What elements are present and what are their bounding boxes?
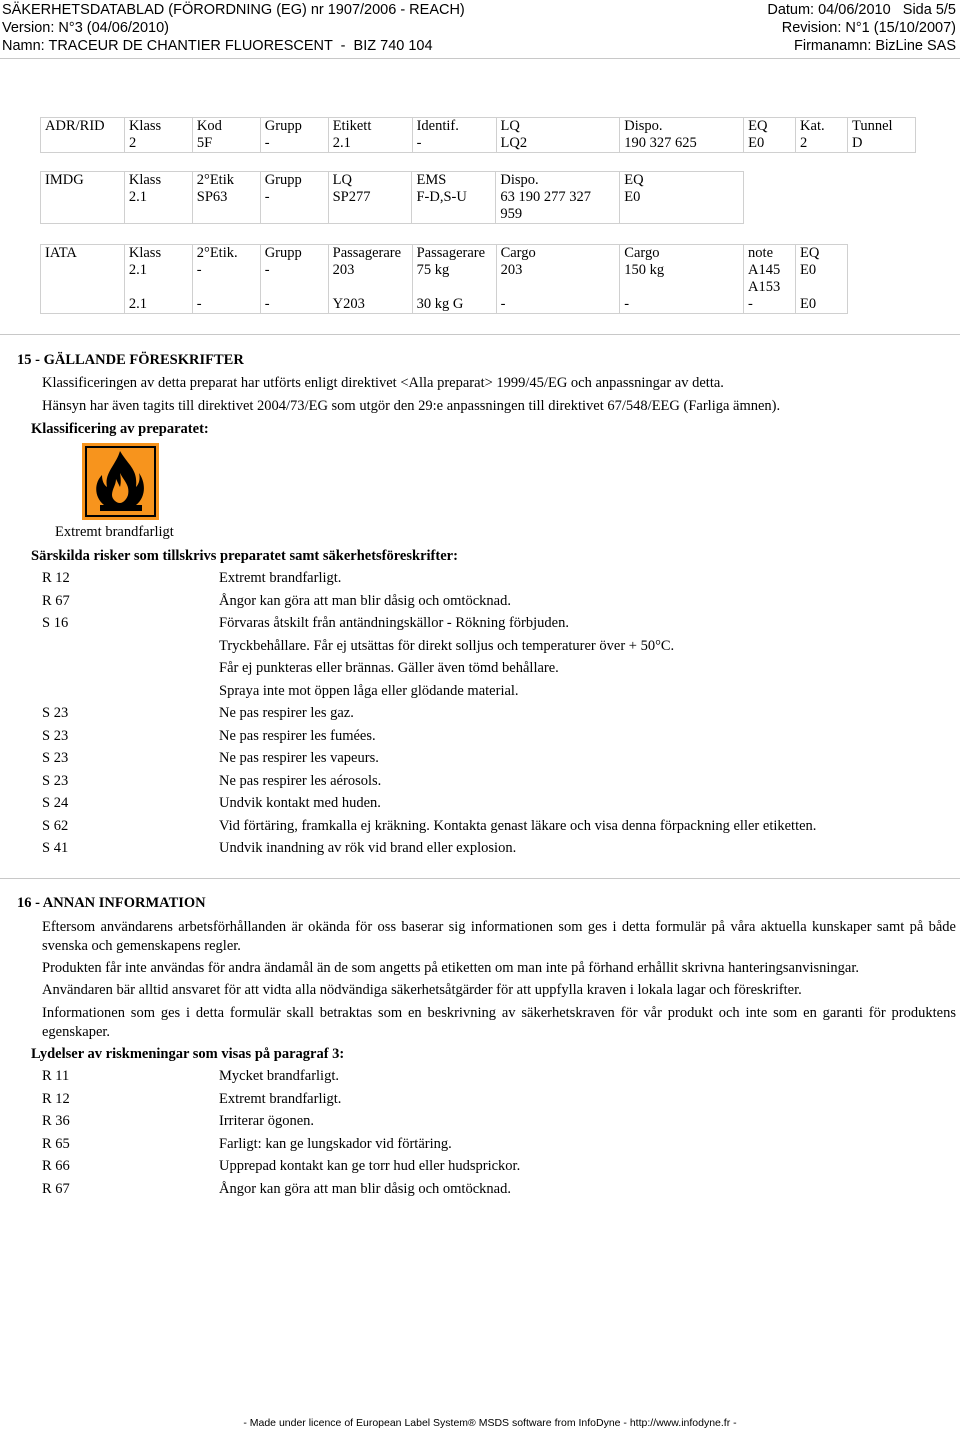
table-cell: Klass	[124, 172, 192, 190]
table-cell: EMS	[412, 172, 496, 190]
phrase-text: Spraya inte mot öppen låga eller glödande material.	[219, 682, 519, 699]
table-cell	[192, 279, 260, 296]
table-cell: -	[260, 189, 328, 206]
table-cell: LQ2	[496, 135, 620, 153]
flame-hazard-pictogram	[82, 443, 159, 520]
table-cell: -	[496, 296, 620, 314]
phrase-text: Ångor kan göra att man blir dåsig och omtöcknad.	[219, 592, 511, 609]
phrase-text: Irriterar ögonen.	[219, 1113, 315, 1129]
phrase-code: S 41	[42, 840, 69, 856]
phrase-text: Ångor kan göra att man blir dåsig och omtöcknad.	[219, 1180, 511, 1197]
table-cell: Grupp	[260, 172, 328, 190]
table-cell	[496, 279, 620, 296]
table-cell: IATA	[41, 245, 125, 263]
page-number: Sida 5/5	[902, 2, 956, 18]
phrase-text: Extremt brandfarligt.	[219, 570, 342, 586]
section-16-paragraph: Produkten får inte användas för andra ändamål än de som angetts på etiketten om man inte på förhand erhållit skrivna hanteringsanvisningar.	[42, 960, 859, 976]
table-cell	[124, 206, 192, 224]
table-cell: -	[260, 296, 328, 314]
imdg-transport-table	[40, 171, 744, 224]
table-cell: EQ	[796, 245, 848, 263]
product-name: Namn: TRACEUR DE CHANTIER FLUORESCENT - BIZ 740 104	[2, 38, 433, 54]
table-cell: 5F	[192, 135, 260, 153]
table-cell	[41, 262, 125, 279]
section-16-paragraph: Användaren bär alltid ansvaret för att vidta alla nödvändiga säkerhetsåtgärder för att uppfylla kraven i lokala lagar och föreskrifter.	[42, 982, 802, 998]
table-cell: Kod	[192, 118, 260, 136]
table-cell: SP63	[192, 189, 260, 206]
table-cell: 150 kg	[620, 262, 744, 279]
table-cell: 2.1	[124, 296, 192, 314]
phrase-text: Mycket brandfarligt.	[219, 1068, 339, 1084]
section-16-paragraph: Eftersom användarens arbetsförhållanden är okända för oss baserar sig informationen som ges i detta formulär på våra aktuella kunskaper samt på både svenska och gemenskapens regler.	[42, 919, 956, 954]
table-cell: -	[620, 296, 744, 314]
document-header	[0, 0, 960, 58]
table-cell	[328, 279, 412, 296]
table-cell: SP277	[328, 189, 412, 206]
table-cell: E0	[796, 296, 848, 314]
table-cell: Klass	[124, 118, 192, 136]
table-cell: -	[192, 296, 260, 314]
table-cell: 63 190 277 327	[496, 189, 620, 206]
table-cell: Kat.	[796, 118, 848, 136]
table-cell	[192, 206, 260, 224]
header-divider	[0, 58, 960, 59]
phrase-code: S 24	[42, 795, 69, 811]
iata-transport-table	[40, 244, 848, 314]
table-cell: 2.1	[124, 262, 192, 279]
table-cell: ADR/RID	[41, 118, 125, 136]
section-16-paragraph: Informationen som ges i detta formulär skall betraktas som en beskrivning av säkerhetskraven för vår produkt och inte som en garanti för produktens egenskaper.	[42, 1005, 956, 1040]
table-cell: LQ	[496, 118, 620, 136]
table-cell: E0	[796, 262, 848, 279]
section-15-paragraph: Hänsyn har även tagits till direktivet 2004/73/EG som utgör den 29:e anpassningen till direktivet 67/548/EEG (Farliga ämnen).	[42, 398, 781, 414]
table-cell: 75 kg	[412, 262, 496, 279]
document-title: SÄKERHETSDATABLAD (FÖRORDNING (EG) nr 1907/2006 - REACH)	[2, 2, 465, 18]
risk-phrases-label: Lydelser av riskmeningar som visas på paragraf 3:	[31, 1046, 345, 1062]
phrase-code: R 36	[42, 1113, 70, 1129]
table-cell: Tunnel	[847, 118, 915, 136]
table-cell: Klass	[124, 245, 192, 263]
footer-text: - Made under licence of European Label System® MSDS software from InfoDyne - http://www.infodyne.fr -	[243, 1417, 737, 1429]
phrase-text: Förvaras åtskilt från antändningskällor - Rökning förbjuden.	[219, 615, 569, 631]
table-row	[41, 262, 848, 279]
table-cell	[796, 279, 848, 296]
phrase-text: Farligt: kan ge lungskador vid förtäring.	[219, 1135, 452, 1152]
table-cell: EQ	[620, 172, 744, 190]
table-cell	[260, 206, 328, 224]
table-cell	[124, 279, 192, 296]
phrase-code: R 66	[42, 1158, 70, 1174]
table-cell	[620, 206, 744, 224]
table-cell: A145	[744, 262, 796, 279]
table-cell: 2	[796, 135, 848, 153]
phrase-code: S 23	[42, 750, 69, 766]
table-cell: D	[847, 135, 915, 153]
document-version: Version: N°3 (04/06/2010)	[2, 20, 170, 36]
table-row	[41, 118, 916, 136]
table-cell: -	[192, 262, 260, 279]
phrase-code: S 23	[42, 727, 69, 744]
phrase-code: S 62	[42, 817, 69, 834]
table-cell: 190 327 625	[620, 135, 744, 153]
table-row	[41, 206, 744, 224]
table-row	[41, 279, 848, 296]
phrase-text: Undvik inandning av rök vid brand eller explosion.	[219, 840, 517, 856]
table-cell	[41, 206, 125, 224]
phrase-code: R 12	[42, 570, 70, 586]
phrase-code: R 67	[42, 592, 70, 609]
table-cell: -	[260, 262, 328, 279]
table-cell: note	[744, 245, 796, 263]
phrase-text: Ne pas respirer les gaz.	[219, 705, 354, 721]
section-15-title: 15 - GÄLLANDE FÖRESKRIFTER	[17, 352, 244, 368]
table-cell	[412, 279, 496, 296]
flame-icon	[82, 443, 159, 520]
table-row	[41, 172, 744, 190]
table-cell: 203	[328, 262, 412, 279]
table-cell: IMDG	[41, 172, 125, 190]
table-cell	[620, 279, 744, 296]
table-cell: Cargo	[620, 245, 744, 263]
phrase-text: Undvik kontakt med huden.	[219, 795, 381, 811]
section-divider	[0, 878, 960, 879]
section-divider	[0, 334, 960, 335]
table-cell	[260, 279, 328, 296]
table-cell: Y203	[328, 296, 412, 314]
table-cell	[41, 189, 125, 206]
table-cell: Etikett	[328, 118, 412, 136]
table-row	[41, 245, 848, 263]
table-cell: Grupp	[260, 118, 328, 136]
phrase-text: Ne pas respirer les aérosols.	[219, 772, 382, 789]
table-cell: Dispo.	[496, 172, 620, 190]
classification-label: Klassificering av preparatet:	[31, 421, 209, 437]
document-date: Datum: 04/06/2010	[767, 2, 891, 18]
company-name: Firmanamn: BizLine SAS	[794, 38, 956, 54]
phrase-code: R 67	[42, 1180, 70, 1197]
table-cell	[41, 135, 125, 153]
table-cell: Cargo	[496, 245, 620, 263]
table-cell: F-D,S-U	[412, 189, 496, 206]
table-cell: LQ	[328, 172, 412, 190]
phrase-text: Extremt brandfarligt.	[219, 1090, 342, 1107]
table-cell: Passagerare	[328, 245, 412, 263]
phrase-text: Ne pas respirer les vapeurs.	[219, 750, 379, 766]
table-cell: 30 kg G	[412, 296, 496, 314]
table-cell: 2.1	[328, 135, 412, 153]
table-cell: -	[744, 296, 796, 314]
table-row	[41, 296, 848, 314]
pictogram-caption: Extremt brandfarligt	[55, 524, 174, 540]
section-15-paragraph: Klassificeringen av detta preparat har utförts enligt direktivet <Alla preparat> 1999/45/EG och anpassningar av detta.	[42, 375, 724, 391]
phrase-text: Vid förtäring, framkalla ej kräkning. Kontakta genast läkare och visa denna förpackning eller etiketten.	[219, 817, 817, 834]
table-cell: E0	[744, 135, 796, 153]
table-cell: 2	[124, 135, 192, 153]
table-cell	[412, 206, 496, 224]
table-cell	[41, 296, 125, 314]
table-row	[41, 135, 916, 153]
document-revision: Revision: N°1 (15/10/2007)	[781, 20, 956, 36]
table-cell: 203	[496, 262, 620, 279]
section-16-title: 16 - ANNAN INFORMATION	[17, 895, 206, 911]
table-cell: 2°Etik.	[192, 245, 260, 263]
table-cell: 2.1	[124, 189, 192, 206]
table-cell: Dispo.	[620, 118, 744, 136]
table-row	[41, 189, 744, 206]
phrase-code: R 12	[42, 1090, 70, 1107]
table-cell: E0	[620, 189, 744, 206]
table-cell: 2°Etik	[192, 172, 260, 190]
phrase-code: S 23	[42, 705, 69, 721]
table-cell	[328, 206, 412, 224]
phrase-text: Får ej punkteras eller brännas. Gäller även tömd behållare.	[219, 660, 559, 676]
phrase-code: S 23	[42, 772, 69, 789]
phrase-text: Upprepad kontakt kan ge torr hud eller hudsprickor.	[219, 1158, 521, 1174]
phrase-code: S 16	[42, 615, 69, 631]
phrase-code: R 65	[42, 1135, 70, 1152]
table-cell: Grupp	[260, 245, 328, 263]
phrase-text: Ne pas respirer les fumées.	[219, 727, 376, 744]
table-cell: EQ	[744, 118, 796, 136]
phrase-text: Tryckbehållare. Får ej utsättas för direkt solljus och temperaturer över + 50°C.	[219, 637, 675, 654]
phrase-code: R 11	[42, 1068, 70, 1084]
table-cell: -	[260, 135, 328, 153]
table-cell: Passagerare	[412, 245, 496, 263]
table-cell: Identif.	[412, 118, 496, 136]
table-cell: A153	[744, 279, 796, 296]
table-cell: 959	[496, 206, 620, 224]
special-risks-label: Särskilda risker som tillskrivs preparatet samt säkerhetsföreskrifter:	[31, 548, 458, 564]
table-cell	[41, 279, 125, 296]
adr-transport-table	[40, 117, 916, 153]
table-cell: -	[412, 135, 496, 153]
